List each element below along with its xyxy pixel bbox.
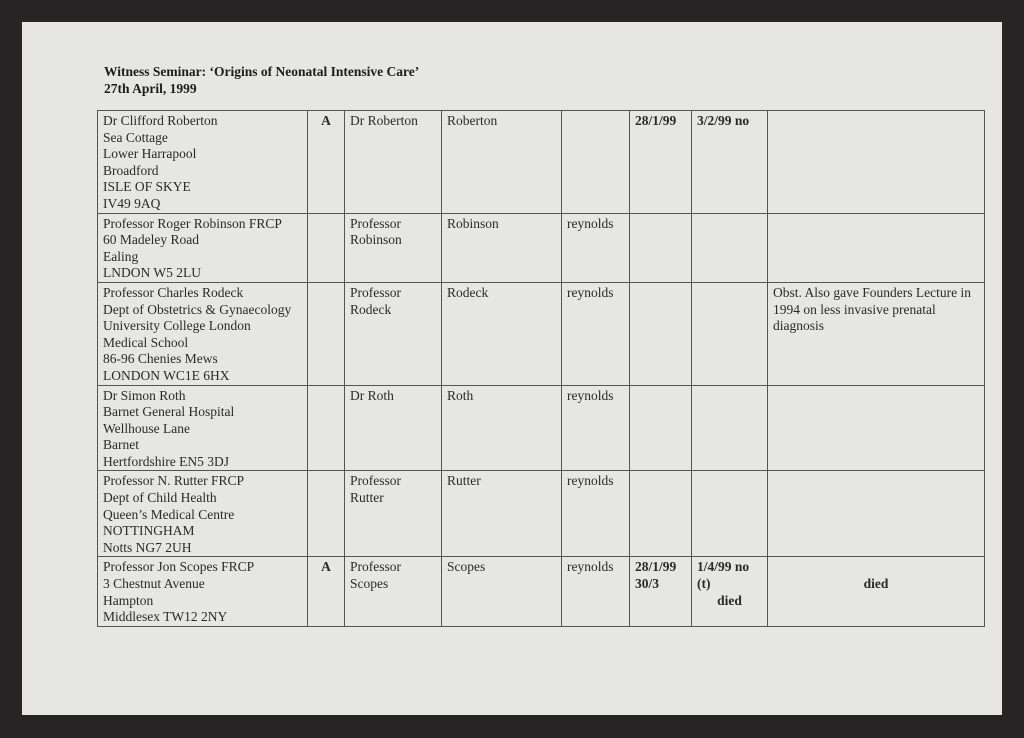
address-cell [98,213,308,282]
salutation-line: Rutter [350,490,384,506]
surname-cell: Robinson [442,213,562,282]
date2-cell [692,471,768,557]
notes-cell [768,471,985,557]
seminar-date: 27th April, 1999 [104,81,197,96]
salutation-line: Robinson [350,232,402,248]
salutation-line: Professor [350,473,401,489]
address-cell [98,557,308,626]
address-line: Professor N. Rutter FRCP [103,473,245,489]
address-line: Dept of Child Health [103,490,217,506]
address-line: Wellhouse Lane [103,420,191,436]
date1-cell [630,471,692,557]
address-line: Professor Charles Rodeck [103,284,244,300]
table-row [98,471,985,557]
flag-cell [308,471,345,557]
address-line: 60 Madeley Road [103,232,199,248]
table-row [98,111,985,214]
salutation-cell [345,471,442,557]
date1-cell [630,557,692,626]
notes-cell [768,111,985,214]
salutation-cell [345,111,442,214]
address-line: University College London [103,318,251,334]
address-cell [98,385,308,471]
date1-cell [630,282,692,385]
date1-cell [630,213,692,282]
address-line: LNDON W5 2LU [103,265,201,281]
salutation-line: Dr Roth [350,387,394,403]
flag-cell: A [308,111,345,214]
salutation-line: Professor [350,559,401,575]
salutation-cell [345,557,442,626]
notes-cell [768,385,985,471]
date2-cell [692,213,768,282]
address-line: ISLE OF SKYE [103,179,191,195]
salutation-line: Professor [350,284,401,300]
flag-cell [308,385,345,471]
address-cell [98,471,308,557]
date2-cell [692,111,768,214]
address-line: Queen’s Medical Centre [103,506,235,522]
seminar-title: Witness Seminar: ‘Origins of Neonatal Intensive Care’ [104,64,420,79]
flag-cell [308,213,345,282]
date1-line: 28/1/99 [635,559,677,575]
address-cell [98,111,308,214]
surname-cell: Rutter [442,471,562,557]
address-line: Barnet General Hospital [103,404,235,420]
address-line: Middlesex TW12 2NY [103,609,228,625]
date2-cell [692,385,768,471]
list-cell: reynolds [562,557,630,626]
date2-line: 1/4/99 no [697,559,750,575]
list-cell: reynolds [562,213,630,282]
surname-cell: Rodeck [442,282,562,385]
list-cell: reynolds [562,471,630,557]
notes-cell: died [768,557,985,626]
salutation-line: Scopes [350,576,389,592]
address-line: LONDON WC1E 6HX [103,367,230,383]
notes-cell [768,213,985,282]
surname-cell: Roberton [442,111,562,214]
date1-cell [630,111,692,214]
address-line: Hertfordshire EN5 3DJ [103,453,229,469]
address-line: Medical School [103,334,189,350]
document-heading [104,63,419,97]
list-cell [562,111,630,214]
salutation-cell [345,282,442,385]
salutation-line: Rodeck [350,301,392,317]
date1-line: 30/3 [635,576,660,592]
address-line: Dept of Obstetrics & Gynaecology [103,301,292,317]
document-page [22,22,1002,715]
date2-cell [692,282,768,385]
date2-line: died [717,592,742,608]
salutation-line: Dr Roberton [350,113,418,128]
flag-cell: A [308,557,345,626]
attendee-table [97,110,985,627]
date1-cell [630,385,692,471]
surname-cell: Scopes [442,557,562,626]
list-cell: reynolds [562,282,630,385]
table-row [98,213,985,282]
date2-line: 3/2/99 no [697,113,750,128]
address-line: Notts NG7 2UH [103,539,192,555]
surname-cell: Roth [442,385,562,471]
salutation-cell [345,385,442,471]
address-line: 3 Chestnut Avenue [103,576,205,592]
date2-line: (t) [697,576,711,592]
date2-cell [692,557,768,626]
date1-line: 28/1/99 [635,113,677,128]
table-row [98,385,985,471]
address-line: Dr Clifford Roberton [103,113,218,128]
flag-cell [308,282,345,385]
notes-cell: Obst. Also gave Founders Lecture in 1994 on less invasive prenatal diagnosis [768,282,985,385]
address-cell [98,282,308,385]
table-row [98,282,985,385]
salutation-line: Professor [350,215,401,231]
address-line: Broadford [103,162,159,178]
address-line: Sea Cottage [103,129,168,145]
address-line: Barnet [103,437,139,453]
salutation-cell [345,213,442,282]
table-row [98,557,985,626]
address-line: 86-96 Chenies Mews [103,351,218,367]
address-line: Ealing [103,248,139,264]
address-line: Professor Roger Robinson FRCP [103,215,282,231]
address-line: Hampton [103,592,154,608]
list-cell: reynolds [562,385,630,471]
address-line: Professor Jon Scopes FRCP [103,559,255,575]
address-line: Lower Harrapool [103,146,197,162]
address-line: NOTTINGHAM [103,523,195,539]
address-line: IV49 9AQ [103,195,161,211]
address-line: Dr Simon Roth [103,387,186,403]
